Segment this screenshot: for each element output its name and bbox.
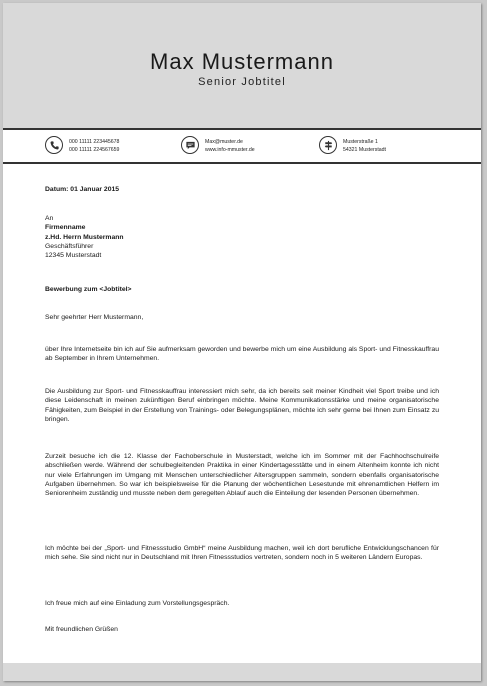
- contact-divider-bottom: [3, 162, 481, 164]
- letter-salutation: Sehr geehrter Herr Mustermann,: [45, 314, 144, 321]
- website-url: www.info-mmuster.de: [205, 147, 255, 153]
- recipient-city: 12345 Musterstadt: [45, 252, 102, 260]
- recipient-attention: z.Hd. Herrn Mustermann: [45, 233, 124, 241]
- paragraph-experience: Zurzeit besuche ich die 12. Klasse der Fachoberschule in Musterstadt, welche ich im Sommer mit der Fachhochschulreife abschließen werde. Während der schulbegleitenden Praktika in einer Kindertagesstätte und in einem Altenheim konnte ich nicht nur viele Erfahrungen im Umgang mit Menschen unterschiedlicher Altersgruppen sammeln, sondern ebenfalls organisatorische Aufgaben übernehmen. So war ich beispielsweise für die Planung der wöchentlichen Lesestunde mit ehrenamtlichen Helfern im Seniorenheim zuständig und musste neben dem geregelten Ablauf auch die Einteilung der lesenden Personen übernehmen.: [45, 453, 439, 498]
- recipient-block: [45, 214, 439, 260]
- letter-page: [3, 3, 481, 681]
- chat-icon: [181, 136, 199, 154]
- letter-closing: Mit freundlichen Grüßen: [45, 626, 118, 633]
- recipient-prefix: An: [45, 215, 54, 222]
- recipient-company: Firmenname: [45, 224, 86, 232]
- phone-icon: [45, 136, 63, 154]
- signpost-icon: [319, 136, 337, 154]
- letter-date: Datum: 01 Januar 2015: [45, 186, 120, 193]
- paragraph-interview: Ich freue mich auf eine Einladung zum Vorstellungsgespräch.: [45, 600, 230, 607]
- street-address: Musterstraße 1: [343, 139, 378, 145]
- applicant-name: Max Mustermann: [150, 49, 334, 74]
- contact-divider-top: [3, 128, 481, 130]
- job-title: Senior Jobtitel: [198, 76, 286, 88]
- postal-city: 54321 Musterstadt: [343, 147, 386, 153]
- recipient-position: Geschäftsführer: [45, 242, 94, 250]
- phone-line-2: 000 11111 224567659: [69, 147, 120, 153]
- header-band: [3, 3, 481, 128]
- letter-subject: Bewerbung zum <Jobtitel>: [45, 286, 132, 293]
- paragraph-company: Ich möchte bei der „Sport- und Fitnessstudio GmbH“ meine Ausbildung machen, weil ich dort berufliche Entwicklungschancen für mich sehe. Sie sind nicht nur in Deutschland mit Ihren Fitnessstudios vertreten, sondern noch in 5 weiteren Ländern Europas.: [45, 545, 439, 562]
- email-address: Max@muster.de: [205, 139, 243, 145]
- footer-band: [3, 663, 481, 681]
- paragraph-motivation: Die Ausbildung zur Sport- und Fitnesskauffrau interessiert mich sehr, da ich bereits seit meiner Kindheit viel Sport treibe und ich diese Leidenschaft in meinen zukünftigen Beruf einbringen möchte. Meine Kommunikationsstärke und meine organisatorische Fähigkeiten, zum Beispiel in der Erstellung von Trainings- oder Belegungsplänen, möchte ich sehr gerne bei Ihnen zum Einsatz zu bringen.: [45, 388, 439, 423]
- paragraph-intro: über Ihre Internetseite bin ich auf Sie aufmerksam geworden und bewerbe mich um eine Ausbildung als Sport- und Fitnesskauffrau ab September in Ihrem Unternehmen.: [45, 346, 439, 363]
- phone-line-1: 000 11111 223445678: [69, 139, 120, 145]
